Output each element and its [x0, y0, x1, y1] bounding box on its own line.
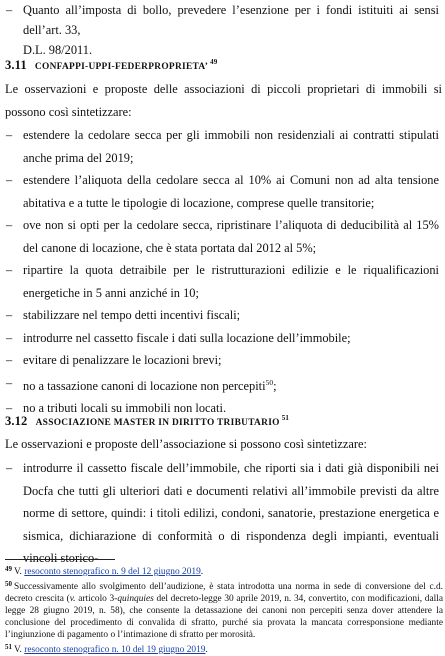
section-intro: Le osservazioni e proposte dell’associazione si possono così sintetizzare: [5, 437, 367, 451]
proposal-list [0, 124, 441, 420]
list-item: – introdurre nel cassetto fiscale i dati sulla locazione dell’immobile; [0, 327, 441, 350]
dash-bullet-icon: – [6, 330, 13, 345]
section-intro: Le osservazioni e proposte delle associazioni di piccoli proprietari di immobili si possono così sintetizzare: [5, 82, 442, 119]
proposal-list [0, 457, 441, 570]
section-number: 3.11 [5, 58, 27, 72]
footnote-50: $^{50}$ Successivamente allo svolgimento dell’audizione, è stata introdotta una norma in sede di conversione del c.d. decreto crescita (v. articolo 3-quinquies del decreto-legge 30 aprile 2019, n. 34, convertito, con modificazioni, dalla legge 28 giugno 2019, n. 58), che consente la detassazione dei canoni non percepiti senza dover attendere la conclusione del procedimento di convalida di sfratto, purché sia provata la mancata corresponsione mediante l’ingiunzione di pagamento o l’intimazione di sfratto per morosità. [5, 580, 443, 640]
dash-bullet-icon: – [6, 218, 13, 232]
list-item: – estendere l’aliquota della cedolare secca al 10% ai Comuni non ad alta tensione abitativa e a tutte le tipologie di locazione, comprese quelle transitorie; [0, 169, 441, 214]
list-item: – no a tributi locali su immobili non locati. [0, 397, 441, 420]
dash-bullet-icon: – [6, 128, 13, 142]
stenographic-report-link[interactable]: resoconto stenografico n. 9 del 12 giugno 2019 [24, 567, 201, 577]
footnote-ref: 49 [210, 58, 218, 66]
list-item-text: D.L. 98/2011. [23, 43, 93, 57]
list-item-text: Quanto all’imposta di bollo, prevedere l’esenzione per i fondi istituiti ai sensi dell’art. 33, [23, 3, 439, 37]
footnote-51: $^{51}$ V. resoconto stenografico n. 10 del 19 giugno 2019. [5, 643, 208, 655]
list-item: – estendere la cedolare secca per gli immobili non residenziali ai contratti stipulati anche prima del 2019; [0, 124, 441, 169]
dash-bullet-icon: – [6, 308, 13, 322]
dash-bullet-icon: – [6, 263, 13, 277]
dash-bullet-icon: – [6, 461, 13, 475]
footnote-ref: 50 [265, 377, 274, 387]
footnote-divider [5, 559, 115, 560]
dash-bullet-icon: – [6, 401, 13, 415]
continued-list-item [0, 0, 441, 60]
section-heading [5, 414, 289, 429]
dash-bullet-icon: – [6, 173, 13, 187]
footnote-ref: 51 [281, 414, 289, 422]
list-item: – ove non si opti per la cedolare secca, ripristinare l’aliquota di deducibilità al 15% del canone di locazione, che è stata portata dal 2012 al 5%; [0, 214, 441, 259]
section-title: CONFAPPI-UPPI-FEDERPROPRIETA’ [34, 62, 209, 72]
section-title: ASSOCIAZIONE MASTER IN DIRITTO TRIBUTARIO [35, 418, 280, 428]
footnote-49: $^{49}$ V. resoconto stenografico n. 9 del 12 giugno 2019. [5, 565, 204, 577]
stenographic-report-link[interactable]: resoconto stenografico n. 10 del 19 giugno 2019 [24, 645, 206, 655]
dash-bullet-icon: – [6, 353, 13, 367]
footnotes [5, 563, 443, 656]
list-item: – stabilizzare nel tempo detti incentivi fiscali; [0, 304, 441, 327]
dash-bullet-icon: – [6, 3, 13, 17]
list-item: – evitare di penalizzare le locazioni brevi; [0, 349, 441, 372]
list-item [0, 0, 441, 60]
section-number: 3.12 [5, 414, 28, 428]
list-item: – no a tassazione canoni di locazione non percepiti$^{50}$; [0, 372, 441, 398]
section-heading [5, 58, 217, 73]
list-item: – ripartire la quota detraibile per le ristrutturazioni edilizie e le riqualificazioni energetiche in 5 anni anziché in 10; [0, 259, 441, 304]
list-item: – introdurre il cassetto fiscale dell’immobile, che riporti sia i dati già disponibili nei Docfa che tutti gli ulteriori dati e documenti relativi all’immobile previsti da altre norme di settore, quindi: i titoli edilizi, condoni, sanatorie, prestazione energetica e sismica, dichiarazione di conformità o di rispondenza degli impianti, eventuali vincoli storico- [0, 457, 441, 570]
dash-bullet-icon: – [6, 375, 13, 390]
